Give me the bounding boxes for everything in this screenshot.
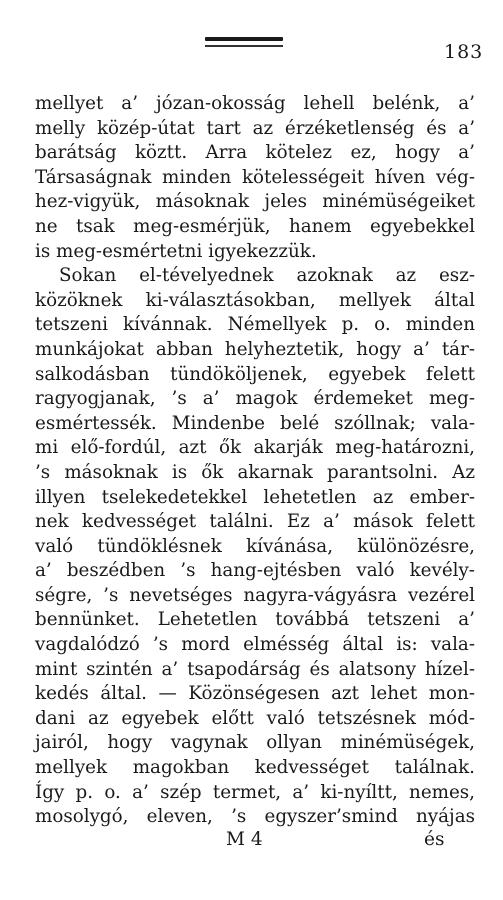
text-line: munkájokat abban helyheztetik, hogy a’ tár- bbox=[35, 338, 475, 360]
text-line: melly közép-útat tart az érzéketlenség és a’ bbox=[35, 117, 475, 139]
text-line: kedés által. — Közönségesen azt lehet mon- bbox=[35, 683, 475, 705]
text-line: ragyogjanak, ’s a’ magok érdemeket meg- bbox=[35, 388, 475, 410]
text-line: esmértessék. Mindenbe belé szóllnak; vala- bbox=[35, 412, 475, 434]
text-line: nek kedvességet találni. Ez a’ mások felett bbox=[35, 511, 475, 533]
text-line: mi elő-fordúl, azt ők akarják meg-határozni, bbox=[35, 437, 475, 459]
text-line: Társaságnak minden kötelességeit híven vég- bbox=[35, 166, 475, 188]
page-footer bbox=[0, 829, 503, 855]
text-line: barátság köztt. Arra kötelez ez, hogy a’ bbox=[35, 142, 475, 164]
text-line: Így p. o. a’ szép termet, a’ ki-nyíltt, nemes, bbox=[35, 781, 475, 803]
header-ornament-rule bbox=[205, 37, 283, 41]
text-line: Sokan el-tévelyednek azoknak az esz- bbox=[59, 265, 475, 287]
text-line: vagdalódzó ’s mord elmésség által is: vala- bbox=[35, 634, 475, 656]
text-line: mosolygó, eleven, ’s egyszer’smind nyájas bbox=[35, 806, 475, 828]
text-line: hez-vigyük, másoknak jeles minémüségeiket bbox=[35, 191, 475, 213]
text-line: mellyet a’ józan-okosság lehell belénk, a’ bbox=[35, 93, 475, 114]
text-line: való tündöklésnek kívánása, különözésre, bbox=[35, 535, 475, 557]
text-line: ’s másoknak is ők akarnak parantsolni. Az bbox=[35, 461, 475, 483]
text-line: jairól, hogy vagynak ollyan minémüségek, bbox=[35, 732, 475, 754]
text-line: dani az egyebek előtt való tetszésnek mód- bbox=[35, 707, 475, 729]
text-line: mellyek magokban kedvességet találnak. bbox=[35, 757, 475, 779]
text-line: a’ beszédben ’s hang-ejtésben való kevély- bbox=[35, 560, 475, 582]
text-line: illyen tselekedetekkel lehetetlen az ember- bbox=[35, 486, 475, 508]
text-line: ségre, ’s nevetséges nagyra-vágyásra vezérel bbox=[35, 584, 475, 606]
text-line: közöknek ki-választásokban, mellyek által bbox=[35, 289, 475, 311]
text-line: salkodásban tündököljenek, egyebek felett bbox=[35, 363, 475, 385]
signature-mark: M 4 bbox=[226, 829, 263, 850]
text-line: mint szintén a’ tsapodárság és alatsony hízel- bbox=[35, 658, 475, 680]
text-line: ne tsak meg-esmérjük, hanem egyebekkel bbox=[35, 215, 475, 237]
body-text bbox=[35, 92, 475, 830]
text-line: bennünket. Lehetetlen továbbá tetszeni a’ bbox=[35, 609, 475, 631]
text-line: is meg-esmértetni igyekezzük. bbox=[35, 240, 317, 262]
catchword: és bbox=[424, 829, 445, 850]
page-number: 183 bbox=[444, 41, 484, 63]
text-line: tetszeni kívánnak. Némellyek p. o. minden bbox=[35, 314, 475, 336]
